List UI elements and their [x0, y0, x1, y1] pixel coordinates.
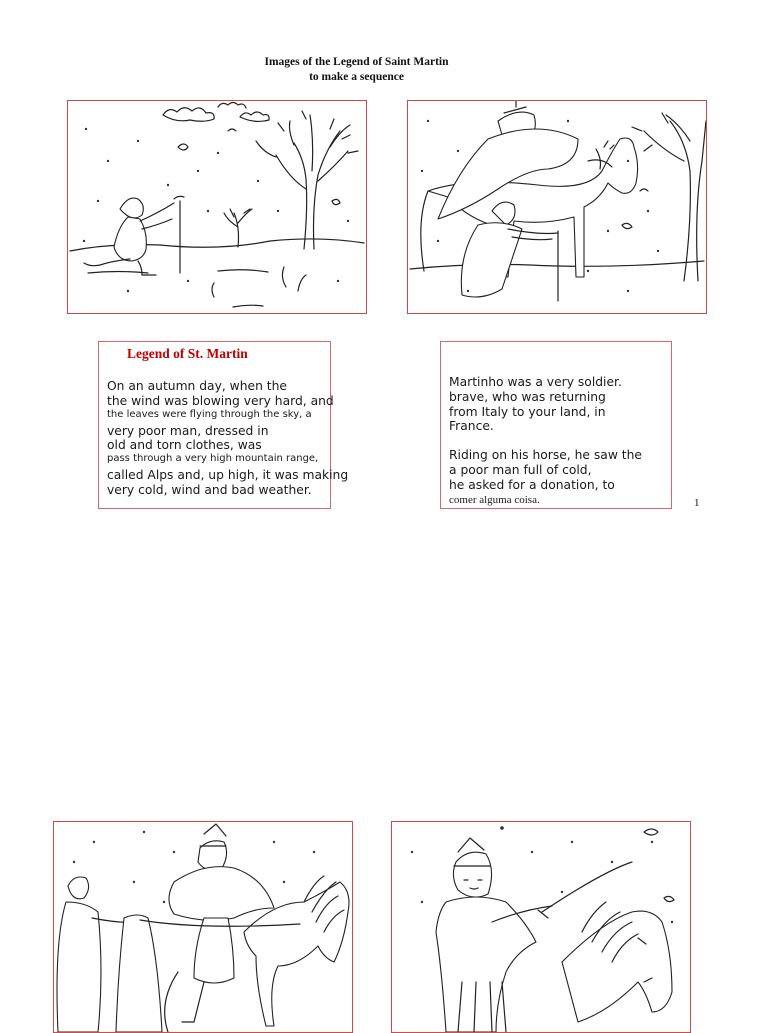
story-line: Martinho was a very soldier.	[449, 375, 622, 389]
legend-text-box-2	[440, 341, 672, 509]
poor-man-kneeling-illustration	[68, 101, 366, 313]
story-line: France.	[449, 419, 494, 433]
legend-heading: Legend of St. Martin	[127, 346, 248, 361]
story-line: very poor man, dressed in	[107, 424, 269, 438]
sharing-cloak-illustration	[54, 822, 352, 1032]
story-line: comer alguma coisa.	[449, 494, 540, 506]
story-line: from Italy to your land, in	[449, 405, 606, 419]
panel-poor-man-in-storm	[67, 100, 367, 314]
panel-martin-cuts-cloak	[391, 821, 691, 1033]
panel-martin-hands-cloak	[53, 821, 353, 1033]
title-line-1: Images of the Legend of Saint Martin	[264, 56, 449, 68]
story-line: old and torn clothes, was	[107, 438, 262, 452]
story-line: called Alps and, up high, it was making	[107, 468, 349, 482]
legend-text-box-1	[98, 341, 349, 509]
story-line: the leaves were flying through the sky, a	[107, 409, 312, 420]
story-line: the wind was blowing very hard, and	[107, 394, 334, 408]
title-line-2: to make a sequence	[309, 71, 404, 83]
story-line: brave, who was returning	[449, 390, 606, 404]
story-line: a poor man full of cold,	[449, 463, 592, 477]
story-line: very cold, wind and bad weather.	[107, 483, 312, 497]
story-line: On an autumn day, when the	[107, 379, 287, 393]
horseman-and-beggar-illustration	[408, 101, 706, 313]
page-number: 1	[694, 497, 700, 509]
document-title	[200, 55, 513, 85]
story-line: Riding on his horse, he saw the	[449, 448, 642, 462]
cutting-cloak-illustration	[392, 822, 690, 1032]
story-line: pass through a very high mountain range,	[107, 453, 319, 464]
story-line: he asked for a donation, to	[449, 478, 615, 492]
panel-martin-on-horse-with-beggar	[407, 100, 707, 314]
